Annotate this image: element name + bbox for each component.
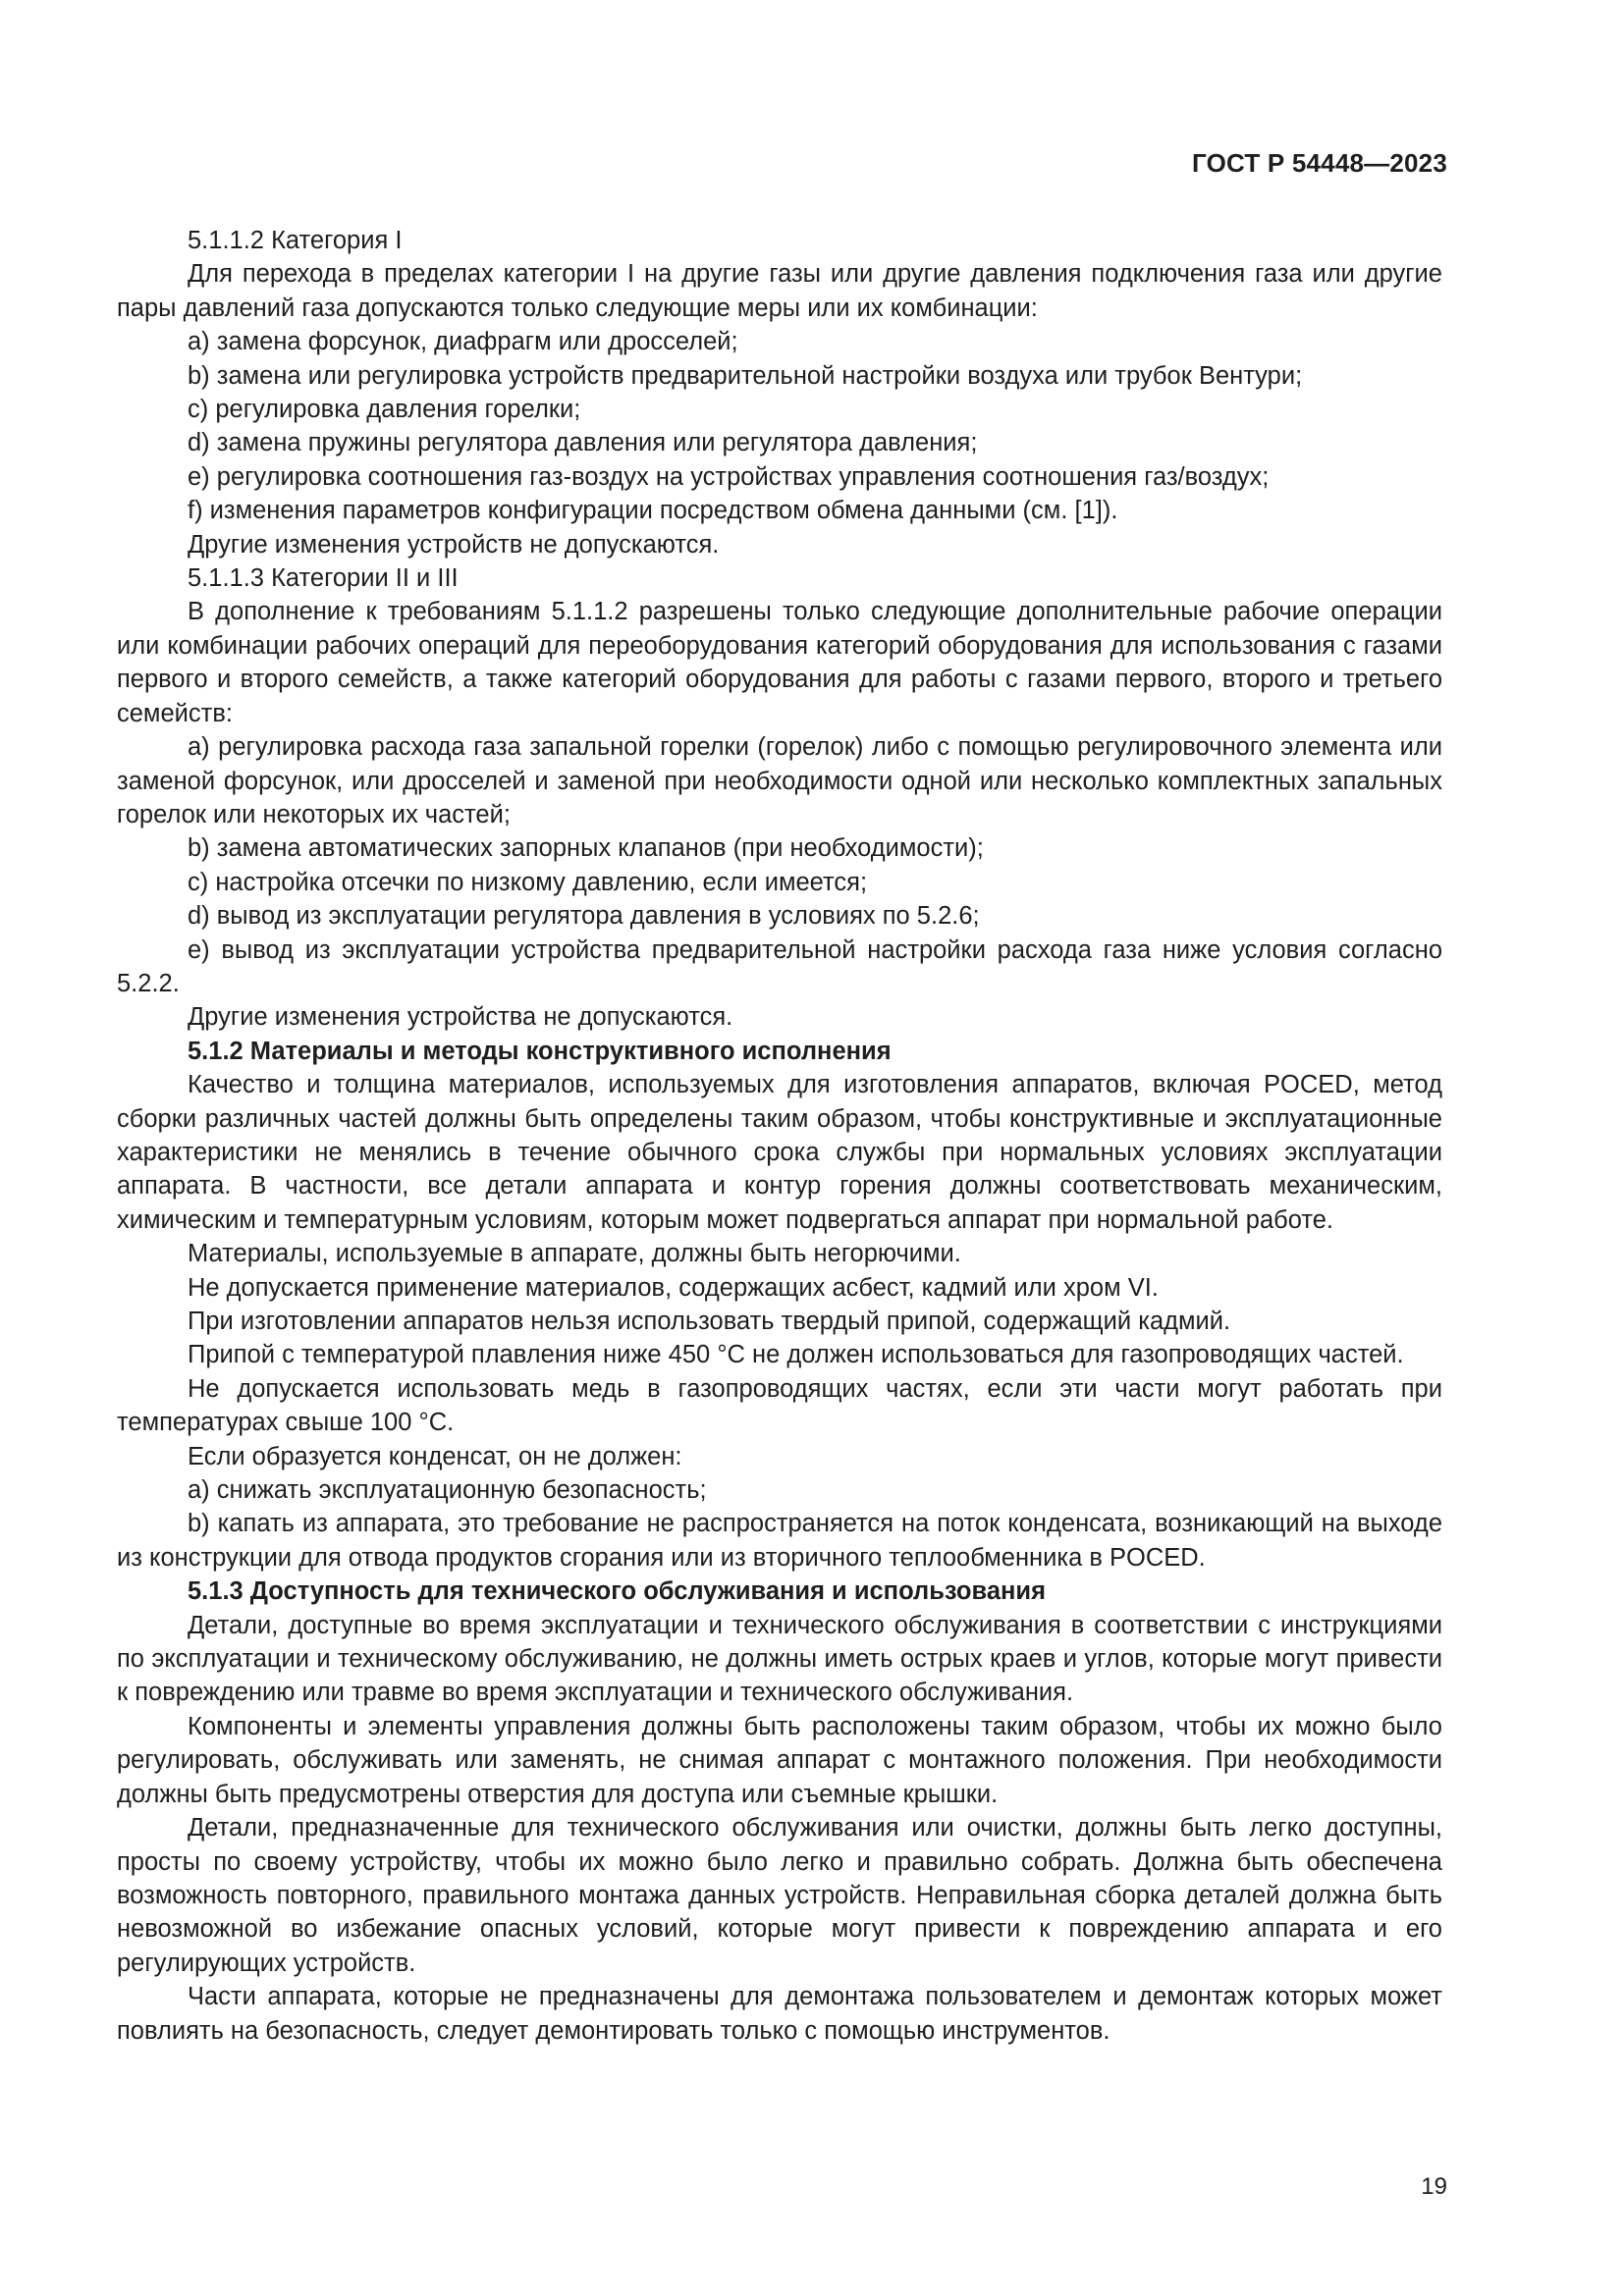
list-item: c) регулировка давления горелки; [188,396,581,424]
paragraph: Компоненты и элементы управления должны быть расположены таким образом, чтобы их можно было регулировать, обслуживать или заменять, не снимая аппарат с монтажного положения. При необходимости должны быть предусмотрены отверстия для доступа или съемные крышки. [117,1712,1442,1808]
list-item: d) вывод из эксплуатации регулятора давления в условиях по 5.2.6; [188,902,980,931]
paragraph: Если образуется конденсат, он не должен: [188,1442,682,1470]
paragraph: Не допускается применение материалов, содержащих асбест, кадмий или хром VI. [188,1273,1159,1302]
list-item: e) регулировка соотношения газ-воздух на устройствах управления соотношения газ/воздух; [188,462,1270,491]
paragraph: В дополнение к требованиям 5.1.1.2 разрешены только следующие дополнительные рабочие операции или комбинации рабочих операций для переоборудования категорий оборудования для использования с газами первого и второго семейств, а также категорий оборудования для работы с газами первого, второго и третьего семейств: [117,598,1442,727]
paragraph: Не допускается использовать медь в газопроводящих частях, если эти части могут работать при температурах свыше 100 °С. [117,1374,1442,1437]
paragraph: Другие изменения устройства не допускаются. [188,1003,733,1032]
list-item: a) замена форсунок, диафрагм или дросселей; [188,328,738,356]
paragraph: Качество и толщина материалов, используемых для изготовления аппаратов, включая POCED, метод сборки различных частей должны быть определены таким образом, чтобы конструктивные и эксплуатационные характеристики не менялись в течение обычного срока службы при нормальных условиях эксплуатации аппарата. В частности, все детали аппарата и контур горения должны соответствовать механическим, химическим и температурным условиям, которым может подвергаться аппарат при нормальной работе. [117,1071,1442,1234]
paragraph: Для перехода в пределах категории I на другие газы или другие давления подключения газа или другие пары давлений газа допускаются только следующие меры или их комбинации: [117,260,1442,322]
page-body [117,224,1442,2048]
paragraph: Детали, доступные во время эксплуатации и технического обслуживания в соответствии с инструкциями по эксплуатации и техническому обслуживанию, не должны иметь острых краев и углов, которые могут привести к повреждению или травме во время эксплуатации и технического обслуживания. [117,1611,1442,1707]
list-item: f) изменения параметров конфигурации посредством обмена данными (см. [1]). [188,497,1118,525]
list-item: c) настройка отсечки по низкому давлению, если имеется; [188,868,868,896]
list-item: a) регулировка расхода газа запальной горелки (горелок) либо с помощью регулировочного элемента или заменой форсунок, или дросселей и заменой при необходимости одной или несколько комплектных запальных горелок или некоторых их частей; [117,733,1442,828]
paragraph: Материалы, используемые в аппарате, должны быть негорючими. [188,1240,961,1268]
section-heading: 5.1.2 Материалы и методы конструктивного исполнения [188,1037,892,1065]
clause-heading: 5.1.1.2 Категория I [188,227,403,254]
document-designation: ГОСТ Р 54448—2023 [1192,148,1447,178]
list-item: e) вывод из эксплуатации устройства предварительной настройки расхода газа ниже условия согласно 5.2.2. [117,935,1442,997]
clause-heading: 5.1.1.3 Категории II и III [188,564,459,593]
list-item: b) замена автоматических запорных клапанов (при необходимости); [188,834,984,863]
paragraph: Другие изменения устройств не допускаются. [188,530,720,559]
paragraph: При изготовлении аппаратов нельзя использовать твердый припой, содержащий кадмий. [188,1308,1231,1335]
list-item: b) капать из аппарата, это требование не распространяется на поток конденсата, возникающий на выходе из конструкции для отвода продуктов сгорания или из вторичного теплообменника в POCED. [117,1510,1442,1572]
list-item: b) замена или регулировка устройств предварительной настройки воздуха или трубок Вентури; [188,361,1303,390]
paragraph: Части аппарата, которые не предназначены для демонтажа пользователем и демонтаж которых может повлиять на безопасность, следует демонтировать только с помощью инструментов. [117,1983,1442,2045]
list-item: a) снижать эксплуатационную безопасность; [188,1476,707,1505]
page-number: 19 [1421,2173,1447,2200]
paragraph: Припой с температурой плавления ниже 450 °С не должен использоваться для газопроводящих частей. [188,1341,1404,1369]
paragraph: Детали, предназначенные для технического обслуживания или очистки, должны быть легко доступны, просты по своему устройству, чтобы их можно было легко и правильно собрать. Должна быть обеспечена возможность повторного, правильного монтажа данных устройств. Неправильная сборка деталей должна быть невозможной во избежание опасных условий, которые могут привести к повреждению аппарата и его регулирующих устройств. [117,1814,1442,1977]
section-heading: 5.1.3 Доступность для технического обслуживания и использования [188,1577,1046,1606]
list-item: d) замена пружины регулятора давления или регулятора давления; [188,429,978,457]
